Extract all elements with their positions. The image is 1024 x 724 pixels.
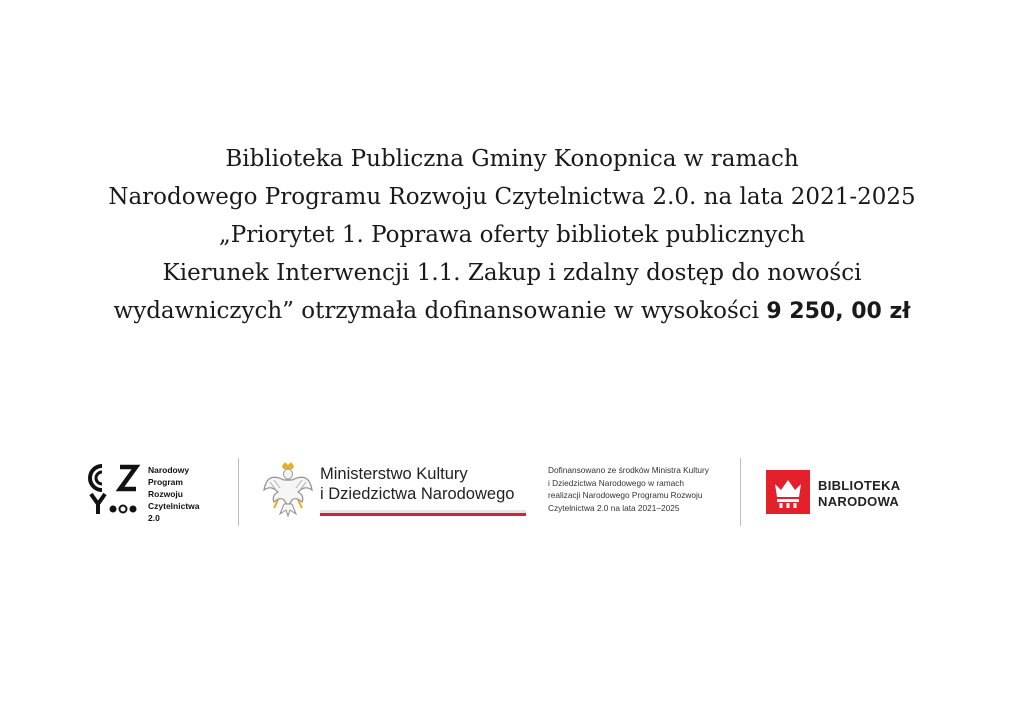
announcement-line-4: Kierunek Interwencji 1.1. Zakup i zdalny dostęp do nowości bbox=[162, 260, 862, 286]
nprc-mark-icon bbox=[88, 464, 148, 516]
national-library-name-line-1: BIBLIOTEKA bbox=[818, 478, 901, 493]
nprc-name-line: 2.0 bbox=[148, 513, 160, 523]
nprc-name-line: Rozwoju bbox=[148, 489, 183, 499]
nprc-name-line: Program bbox=[148, 477, 183, 487]
white-eagle-emblem-icon bbox=[262, 460, 314, 518]
ministry-name-line-2: i Dziedzictwa Narodowego bbox=[320, 485, 515, 503]
announcement-line-5 bbox=[0, 292, 1024, 331]
national-library-logo bbox=[766, 470, 926, 514]
funding-amount: 9 250, 00 zł bbox=[766, 299, 911, 324]
funding-note-line: Dofinansowano ze środków Ministra Kultury bbox=[548, 465, 709, 475]
nprc-name-line: Czytelnictwa bbox=[148, 501, 200, 511]
ministry-name bbox=[320, 464, 514, 504]
funding-note-line: Czytelnictwa 2.0 na lata 2021–2025 bbox=[548, 502, 680, 513]
sponsor-logo-strip bbox=[72, 436, 928, 540]
ministry-name-line-1: Ministerstwo Kultury bbox=[320, 465, 468, 483]
announcement-text bbox=[0, 140, 1024, 331]
ministry-flag-bar bbox=[320, 510, 526, 516]
funding-note bbox=[548, 464, 738, 514]
funding-note-line: realizacji Narodowego Programu Rozwoju bbox=[548, 490, 703, 500]
nprc-logo bbox=[88, 464, 218, 534]
national-library-name bbox=[818, 478, 900, 510]
flag-red-stripe bbox=[320, 513, 526, 516]
announcement-line-1: Biblioteka Publiczna Gminy Konopnica w ramach bbox=[225, 146, 799, 172]
announcement-line-2: Narodowego Programu Rozwoju Czytelnictwa 2.0. na lata 2021-2025 bbox=[108, 184, 916, 210]
announcement-line-5-text: wydawniczych” otrzymała dofinansowanie w wysokości bbox=[113, 298, 767, 324]
crown-emblem-icon bbox=[766, 470, 810, 514]
funding-note-line: i Dziedzictwa Narodowego w ramach bbox=[548, 477, 685, 488]
logo-divider bbox=[740, 458, 741, 526]
nprc-name-line: Narodowy bbox=[148, 465, 190, 475]
nprc-name bbox=[148, 464, 200, 524]
logo-divider bbox=[238, 458, 239, 526]
announcement-line-3: „Priorytet 1. Poprawa oferty bibliotek publicznych bbox=[218, 222, 806, 248]
national-library-name-line-2: NARODOWA bbox=[818, 494, 900, 509]
ministry-logo bbox=[262, 460, 532, 524]
